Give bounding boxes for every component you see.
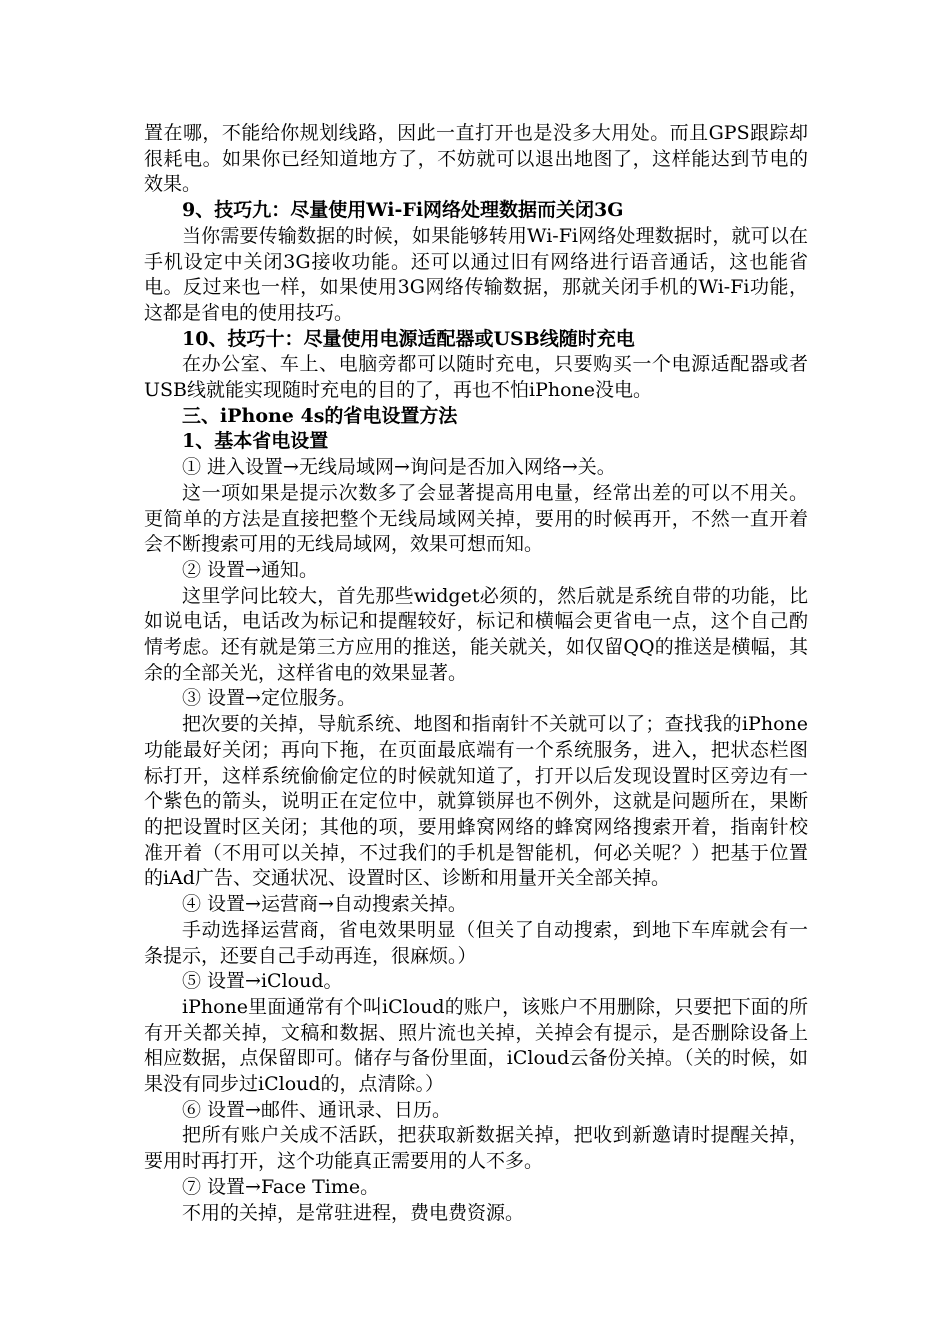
list-step: ② 设置→通知。 — [182, 558, 318, 581]
section-heading: 10、技巧十：尽量使用电源适配器或USB线随时充电 — [182, 327, 635, 350]
paragraph: 手动选择运营商，省电效果明显（但关了自动搜索，到地下车库就会有一条提示，还要自己手动再连，很麻烦。） — [144, 918, 808, 967]
list-step: ⑤ 设置→iCloud。 — [182, 970, 343, 993]
chapter-heading: 三、iPhone 4s的省电设置方法 — [182, 404, 458, 427]
list-step: ① 进入设置→无线局域网→询问是否加入网络→关。 — [182, 456, 616, 479]
paragraph: 把次要的关掉，导航系统、地图和指南针不关就可以了；查找我的iPhone功能最好关闭；再向下拖，在页面最底端有一个系统服务，进入，把状态栏图标打开，这样系统偷偷定位的时候就知道了，打开以后发现设置时区旁边有一个紫色的箭头，说明正在定位中，就算锁屏也不例外，这就是问题所在，果断的把设置时区关闭；其他的项，要用蜂窝网络的蜂窝网络搜索开着，指南针校准开着（不用可以关掉，不过我们的手机是智能机，何必关呢？）把基于位置的iAd广告、交通状况、设置时区、诊断和用量开关全部关掉。 — [144, 713, 808, 890]
document-page — [144, 121, 808, 1226]
list-step: ④ 设置→运营商→自动搜索关掉。 — [182, 893, 467, 916]
paragraph: 把所有账户关成不活跃，把获取新数据关掉，把收到新邀请时提醒关掉，要用时再打开，这个功能真正需要用的人不多。 — [144, 1124, 808, 1173]
section-heading: 1、基本省电设置 — [182, 430, 329, 453]
paragraph: 这里学问比较大，首先那些widget必须的，然后就是系统自带的功能，比如说电话，电话改为标记和提醒较好，标记和横幅会更省电一点，这个自己酌情考虑。还有就是第三方应用的推送，能关就关，如仅留QQ的推送是横幅，其余的全部关光，这样省电的效果显著。 — [144, 584, 808, 684]
paragraph: iPhone里面通常有个叫iCloud的账户，该账户不用删除，只要把下面的所有开关都关掉，文稿和数据、照片流也关掉，关掉会有提示，是否删除设备上相应数据，点保留即可。储存与备份里面，iCloud云备份关掉。（关的时候，如果没有同步过iCloud的，点清除。） — [144, 995, 808, 1096]
paragraph: 当你需要传输数据的时候，如果能够转用Wi-Fi网络处理数据时，就可以在手机设定中关闭3G接收功能。还可以通过旧有网络进行语音通话，这也能省电。反过来也一样，如果使用3G网络传输数据，那就关闭手机的Wi-Fi功能，这都是省电的使用技巧。 — [144, 224, 808, 324]
paragraph: 这一项如果是提示次数多了会显著提高用电量，经常出差的可以不用关。更简单的方法是直接把整个无线局域网关掉，要用的时候再开，不然一直开着会不断搜索可用的无线局域网，效果可想而知。 — [144, 481, 808, 556]
list-step: ③ 设置→定位服务。 — [182, 687, 356, 710]
paragraph: 置在哪，不能给你规划线路，因此一直打开也是没多大用处。而且GPS跟踪却很耗电。如果你已经知道地方了，不妨就可以退出地图了，这样能达到节电的效果。 — [144, 122, 808, 196]
paragraph: 在办公室、车上、电脑旁都可以随时充电，只要购买一个电源适配器或者USB线就能实现随时充电的目的了，再也不怕iPhone没电。 — [144, 353, 808, 402]
paragraph: 不用的关掉，是常驻进程，费电费资源。 — [182, 1201, 525, 1224]
list-step: ⑥ 设置→邮件、通讯录、日历。 — [182, 1098, 451, 1121]
section-heading: 9、技巧九：尽量使用Wi-Fi网络处理数据而关闭3G — [182, 199, 624, 222]
list-step: ⑦ 设置→Face Time。 — [182, 1175, 380, 1198]
